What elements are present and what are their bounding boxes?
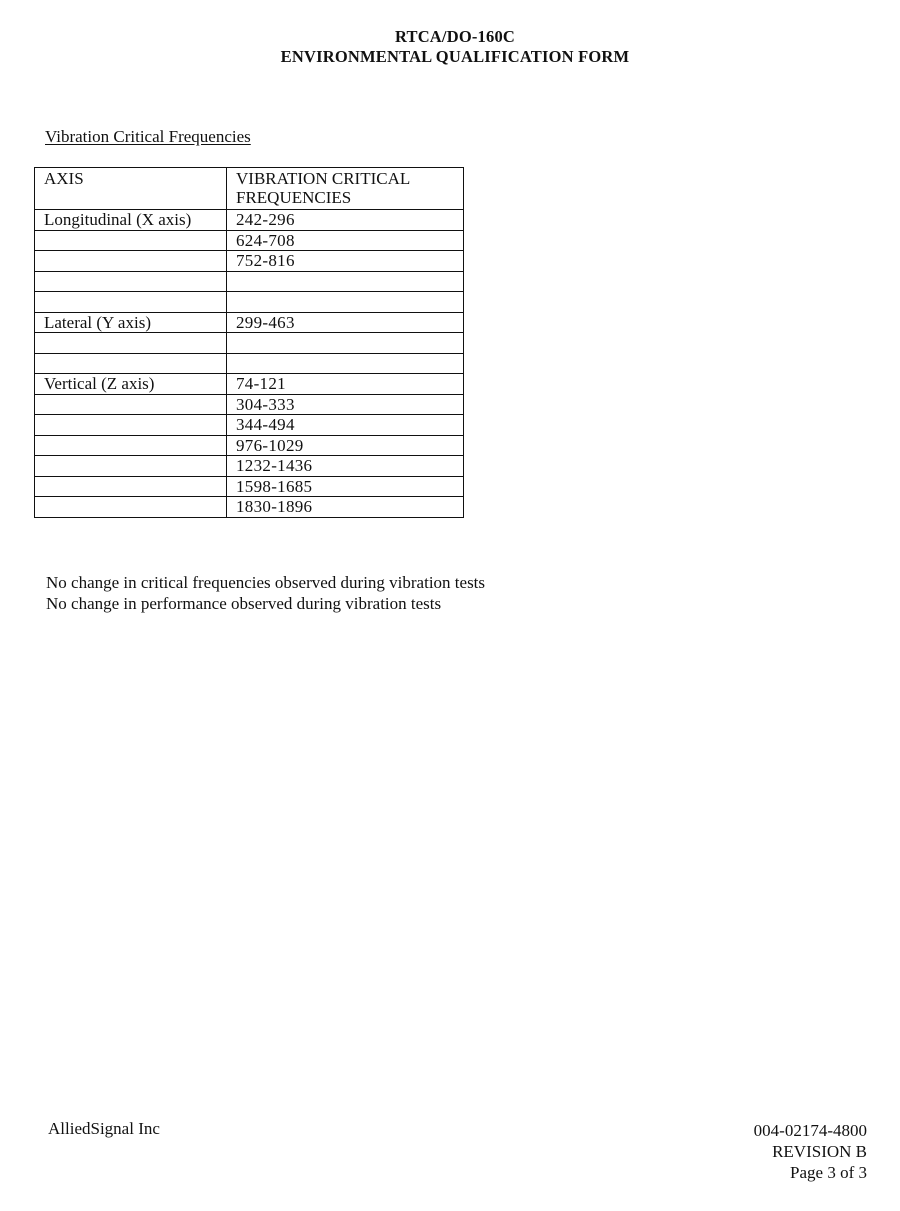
frequency-table xyxy=(34,167,464,518)
table-row xyxy=(35,394,464,415)
table-row xyxy=(35,312,464,333)
frequency-cell: 1830-1896 xyxy=(227,497,464,518)
footer-doc-info xyxy=(754,1120,867,1183)
column-header-frequencies-line1: VIBRATION CRITICAL xyxy=(236,169,411,188)
frequency-cell: 74-121 xyxy=(227,374,464,395)
table-row xyxy=(35,374,464,395)
header-standard: RTCA/DO-160C xyxy=(394,27,516,46)
table-row xyxy=(35,251,464,272)
axis-cell: Longitudinal (X axis) xyxy=(35,210,227,231)
footer-company: AlliedSignal Inc xyxy=(48,1119,160,1138)
form-header xyxy=(0,27,900,67)
frequency-cell xyxy=(227,353,464,374)
footer-doc-number: 004-02174-4800 xyxy=(753,1121,867,1140)
table-row xyxy=(35,271,464,292)
axis-cell xyxy=(35,292,227,313)
axis-cell xyxy=(35,230,227,251)
section-title: Vibration Critical Frequencies xyxy=(45,127,251,146)
table-row xyxy=(35,333,464,354)
footer-revision: REVISION B xyxy=(772,1142,867,1161)
axis-cell xyxy=(35,333,227,354)
frequency-cell: 624-708 xyxy=(227,230,464,251)
axis-cell xyxy=(35,394,227,415)
axis-cell xyxy=(35,456,227,477)
frequency-cell: 344-494 xyxy=(227,415,464,436)
frequency-cell xyxy=(227,271,464,292)
frequency-cell: 242-296 xyxy=(227,210,464,231)
table-row xyxy=(35,497,464,518)
note-line: No change in performance observed during vibration tests xyxy=(46,594,442,613)
table-row xyxy=(35,415,464,436)
frequency-cell: 976-1029 xyxy=(227,435,464,456)
axis-cell xyxy=(35,251,227,272)
table-row xyxy=(35,476,464,497)
frequency-cell: 1232-1436 xyxy=(227,456,464,477)
table-header-row xyxy=(35,168,464,210)
frequency-cell: 304-333 xyxy=(227,394,464,415)
axis-cell xyxy=(35,497,227,518)
table-row xyxy=(35,456,464,477)
frequency-cell: 1598-1685 xyxy=(227,476,464,497)
table-row xyxy=(35,353,464,374)
notes xyxy=(46,572,485,614)
axis-cell xyxy=(35,476,227,497)
axis-cell xyxy=(35,271,227,292)
column-header-frequencies-line2: FREQUENCIES xyxy=(236,188,352,207)
column-header-axis: AXIS xyxy=(35,168,227,210)
frequency-cell: 752-816 xyxy=(227,251,464,272)
footer-page-number: Page 3 of 3 xyxy=(790,1163,867,1182)
axis-cell xyxy=(35,435,227,456)
header-form-title: ENVIRONMENTAL QUALIFICATION FORM xyxy=(280,47,630,66)
table-row xyxy=(35,230,464,251)
frequency-cell xyxy=(227,292,464,313)
table-row xyxy=(35,292,464,313)
table-row xyxy=(35,210,464,231)
axis-cell: Vertical (Z axis) xyxy=(35,374,227,395)
axis-cell xyxy=(35,415,227,436)
frequency-cell xyxy=(227,333,464,354)
frequency-cell: 299-463 xyxy=(227,312,464,333)
table-row xyxy=(35,435,464,456)
axis-cell xyxy=(35,353,227,374)
note-line: No change in critical frequencies observed during vibration tests xyxy=(46,573,486,592)
column-header-frequencies xyxy=(227,168,464,210)
axis-cell: Lateral (Y axis) xyxy=(35,312,227,333)
